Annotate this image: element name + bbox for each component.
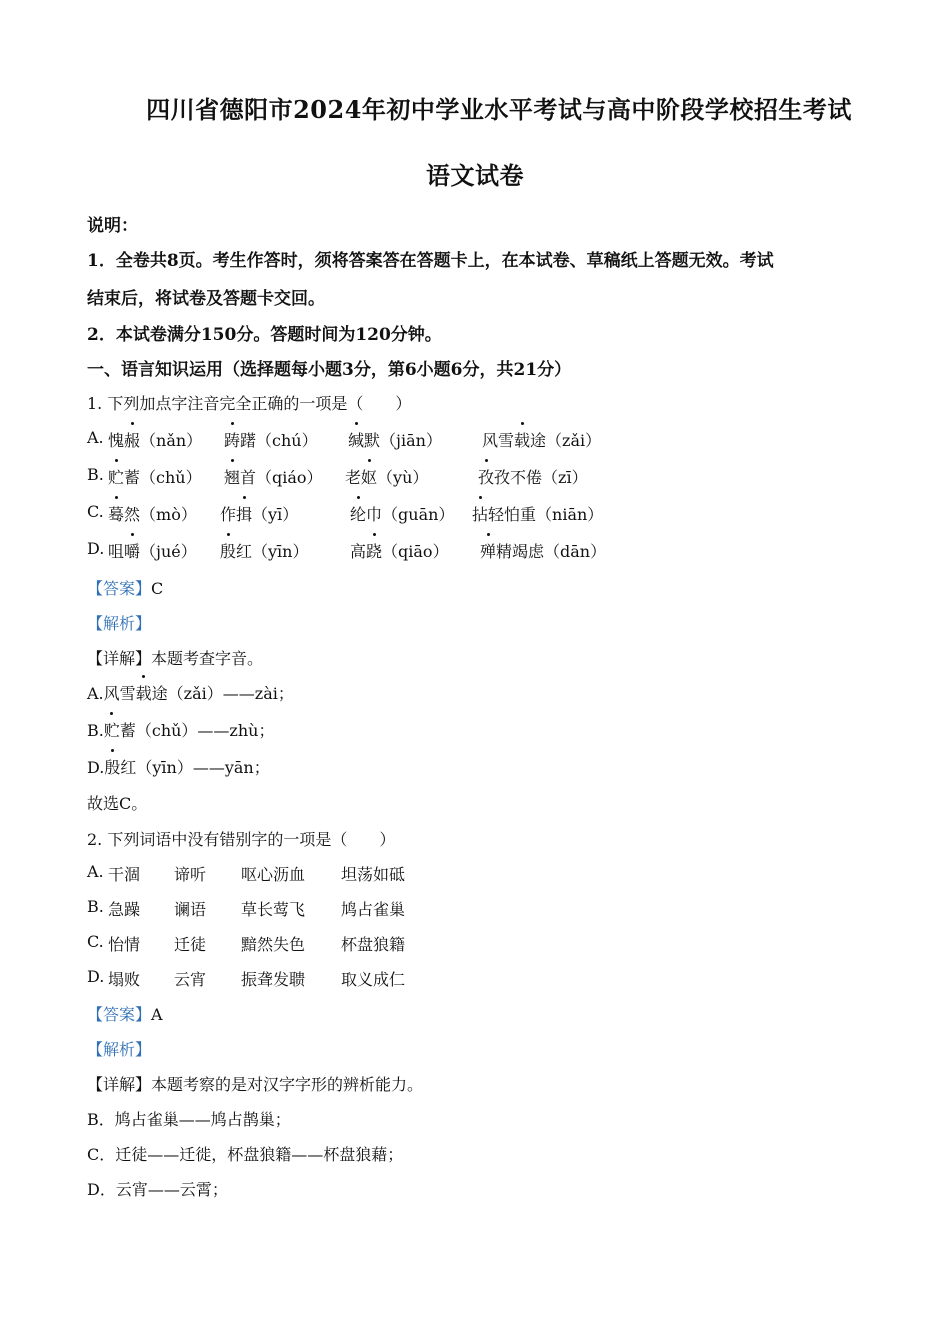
q2-option-label: A.	[87, 862, 104, 881]
q2-option-word: 振聋发聩	[241, 970, 306, 989]
q1-stem: 1. 下列加点字注音完全正确的一项是（ ）	[87, 394, 412, 413]
q1-option-item: 殷红（yīn）	[220, 539, 308, 562]
q1-option-label: B.	[87, 465, 104, 484]
q2-option-word: 干涸	[108, 865, 141, 884]
q1-option-item: 拈轻怕重（niān）	[472, 502, 603, 525]
q1-option-item: 咀嚼（jué）	[108, 539, 197, 562]
q2-option-word: 草长莺飞	[241, 900, 306, 919]
q1-explanation: A.风雪载途（zǎi）——zài；	[87, 681, 294, 704]
q2-answer: 【答案】A	[87, 1005, 163, 1024]
q2-option-word: 鸠占雀巢	[341, 900, 406, 919]
q1-option-item: 作揖（yī）	[220, 502, 298, 525]
q1-option-item: 高跷（qiāo）	[350, 539, 449, 562]
exam-subtitle: 语文试卷	[426, 161, 524, 190]
exam-title: 四川省德阳市2024年初中学业水平考试与高中阶段学校招生考试	[146, 95, 852, 124]
q2-option-label: D.	[87, 967, 105, 986]
q1-option-item: 贮蓄（chǔ）	[108, 465, 202, 488]
q1-option-label: A.	[87, 428, 104, 447]
q2-option-label: C.	[87, 932, 104, 951]
instruction-item-2: 2．本试卷满分150分。答题时间为120分钟。	[87, 325, 442, 345]
instructions-heading: 说明：	[87, 216, 138, 236]
q1-detail: 【详解】本题考查字音。	[87, 649, 264, 668]
q1-explanation: B.贮蓄（chǔ）——zhù；	[87, 718, 274, 741]
q1-conclusion: 故选C。	[87, 794, 148, 813]
q1-option-label: D.	[87, 539, 105, 558]
q1-option-item: 风雪载途（zǎi）	[482, 428, 601, 451]
q1-analysis-tag: 【解析】	[87, 614, 152, 633]
q2-detail: 【详解】本题考察的是对汉字字形的辨析能力。	[87, 1075, 424, 1094]
q2-explanation: B．鸠占雀巢——鸠占鹊巢；	[87, 1110, 291, 1129]
q2-stem: 2. 下列词语中没有错别字的一项是（ ）	[87, 830, 396, 849]
instruction-item-1b: 结束后，将试卷及答题卡交回。	[87, 289, 325, 309]
q2-option-word: 迁徒	[174, 935, 207, 954]
q1-option-item: 愧赧（nǎn）	[108, 428, 202, 451]
section-1-heading: 一、语言知识运用（选择题每小题3分，第6小题6分，共21分）	[87, 360, 572, 380]
q2-option-word: 塌败	[108, 970, 141, 989]
q1-option-item: 缄默（jiān）	[348, 428, 442, 451]
q2-analysis-tag: 【解析】	[87, 1040, 152, 1059]
q2-option-word: 云宵	[174, 970, 207, 989]
q1-option-item: 殚精竭虑（dān）	[480, 539, 606, 562]
q2-explanation: D．云宵——云霄；	[87, 1180, 228, 1199]
q2-explanation: C．迁徒——迁徙，杯盘狼籍——杯盘狼藉；	[87, 1145, 404, 1164]
q1-option-label: C.	[87, 502, 104, 521]
q2-option-word: 怡情	[108, 935, 141, 954]
q2-option-word: 杯盘狼籍	[341, 935, 406, 954]
q2-option-word: 急躁	[108, 900, 141, 919]
q1-option-item: 孜孜不倦（zī）	[478, 465, 588, 488]
instruction-item-1a: 1．全卷共8页。考生作答时，须将答案答在答题卡上，在本试卷、草稿纸上答题无效。考试	[87, 251, 774, 271]
q1-option-item: 老妪（yù）	[345, 465, 428, 488]
q2-option-word: 坦荡如砥	[341, 865, 406, 884]
q2-option-word: 取义成仁	[341, 970, 406, 989]
q2-option-label: B.	[87, 897, 104, 916]
q1-answer: 【答案】C	[87, 579, 164, 598]
q1-option-item: 踌躇（chú）	[224, 428, 318, 451]
q1-option-item: 翘首（qiáo）	[224, 465, 323, 488]
q2-option-word: 谰语	[174, 900, 207, 919]
q2-option-word: 黯然失色	[241, 935, 306, 954]
q1-explanation: D.殷红（yīn）——yān；	[87, 755, 270, 778]
q1-option-item: 纶巾（guān）	[350, 502, 454, 525]
q1-option-item: 蓦然（mò）	[108, 502, 197, 525]
q2-option-word: 谛听	[174, 865, 207, 884]
q2-option-word: 呕心沥血	[241, 865, 306, 884]
